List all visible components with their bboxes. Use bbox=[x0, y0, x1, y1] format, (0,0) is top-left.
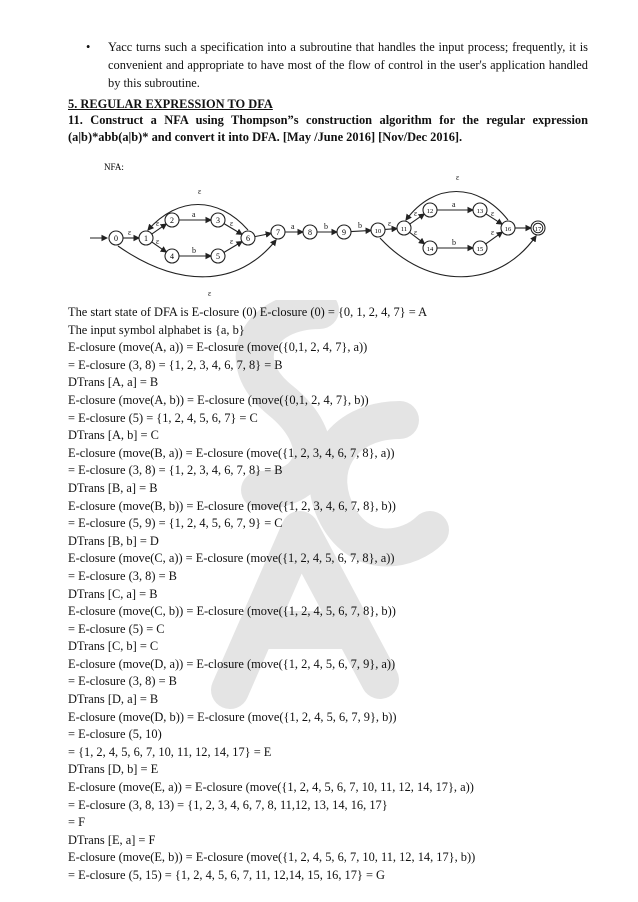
page-content bbox=[68, 38, 588, 885]
transition-label: b bbox=[452, 238, 456, 247]
nfa-state bbox=[303, 225, 317, 239]
transition-label: ε bbox=[388, 219, 392, 228]
nfa-state bbox=[271, 225, 285, 239]
transition-label: ε bbox=[198, 187, 202, 196]
derivation-line: DTrans [D, b] = E bbox=[68, 762, 159, 777]
derivation-line: E-closure (move(A, a)) = E-closure (move({0,1, 2, 4, 7}, a)) bbox=[68, 340, 368, 355]
dfa-derivation bbox=[68, 304, 588, 885]
bullet-text: Yacc turns such a specification into a subroutine that handles the input process; frequently, it is convenient and appropriate to have most of the flow of control in the user's application handled by this subroutine. bbox=[108, 40, 588, 90]
nfa-state bbox=[371, 223, 385, 237]
derivation-line: E-closure (move(D, a)) = E-closure (move({1, 2, 4, 5, 6, 7, 9}, a)) bbox=[68, 656, 396, 671]
question-text: 11. Construct a NFA using Thompson”s construction algorithm for the regular expression (a|b)*abb(a|b)* and convert it into DFA. [May /June 2016] [Nov/Dec 2016]. bbox=[68, 113, 588, 144]
derivation-line: DTrans [B, b] = D bbox=[68, 533, 159, 548]
state-number: 0 bbox=[114, 234, 118, 243]
derivation-line: The start state of DFA is E-closure (0) E-closure (0) = {0, 1, 2, 4, 7} = A bbox=[68, 305, 428, 319]
derivation-line: = E-closure (3, 8) = {1, 2, 3, 4, 6, 7, 8} = B bbox=[68, 357, 283, 372]
nfa-state bbox=[211, 249, 225, 263]
derivation-line: E-closure (move(E, a)) = E-closure (move({1, 2, 4, 5, 6, 7, 10, 11, 12, 14, 17}, a)) bbox=[68, 780, 474, 795]
transition-label: ε bbox=[456, 173, 460, 182]
transition-label: a bbox=[452, 200, 456, 209]
nfa-transition bbox=[351, 230, 371, 231]
derivation-line: = E-closure (3, 8) = B bbox=[68, 674, 177, 689]
derivation-line: = E-closure (5) = C bbox=[68, 621, 165, 636]
nfa-state bbox=[501, 221, 515, 235]
state-number: 3 bbox=[216, 216, 220, 225]
state-number: 1 bbox=[144, 234, 148, 243]
derivation-line: E-closure (move(C, b)) = E-closure (move({1, 2, 4, 5, 6, 7, 8}, b)) bbox=[68, 604, 396, 619]
nfa-state bbox=[531, 221, 545, 235]
derivation-line: = E-closure (5) = {1, 2, 4, 5, 6, 7} = C bbox=[68, 410, 258, 425]
nfa-state bbox=[473, 241, 487, 255]
derivation-line: DTrans [C, b] = C bbox=[68, 639, 159, 654]
derivation-line: E-closure (move(D, b)) = E-closure (move({1, 2, 4, 5, 6, 7, 9}, b)) bbox=[68, 709, 397, 724]
state-number: 2 bbox=[170, 216, 174, 225]
state-number: 4 bbox=[170, 252, 174, 261]
transition-label: ε bbox=[208, 289, 212, 298]
transition-label: ε bbox=[414, 209, 418, 218]
transition-label: b bbox=[358, 221, 362, 230]
transition-label: ε bbox=[491, 228, 495, 237]
nfa-title: NFA: bbox=[104, 162, 124, 172]
derivation-line: E-closure (move(E, b)) = E-closure (move({1, 2, 4, 5, 6, 7, 10, 11, 12, 14, 17}, b)) bbox=[68, 850, 476, 865]
nfa-state bbox=[165, 249, 179, 263]
derivation-line: = {1, 2, 4, 5, 6, 7, 10, 11, 12, 14, 17} = E bbox=[68, 744, 272, 759]
state-number: 15 bbox=[476, 246, 484, 253]
derivation-line: DTrans [B, a] = B bbox=[68, 480, 158, 495]
section-heading: 5. REGULAR EXPRESSION TO DFA bbox=[68, 97, 273, 111]
nfa-state bbox=[139, 231, 153, 245]
transition-label: ε bbox=[491, 209, 495, 218]
transition-label: ε bbox=[156, 237, 160, 246]
derivation-line: DTrans [C, a] = B bbox=[68, 586, 158, 601]
derivation-line: DTrans [D, a] = B bbox=[68, 692, 159, 707]
nfa-transition bbox=[385, 229, 397, 230]
derivation-line: The input symbol alphabet is {a, b} bbox=[68, 322, 245, 337]
nfa-state bbox=[109, 231, 123, 245]
derivation-line: = E-closure (5, 10) bbox=[68, 727, 162, 742]
transition-label: ε bbox=[128, 228, 132, 237]
state-number: 14 bbox=[426, 246, 434, 253]
nfa-diagram bbox=[68, 160, 588, 302]
transition-label: ε bbox=[230, 219, 234, 228]
derivation-line: DTrans [A, a] = B bbox=[68, 375, 159, 390]
nfa-state bbox=[165, 213, 179, 227]
nfa-state bbox=[423, 203, 437, 217]
derivation-line: E-closure (move(B, b)) = E-closure (move({1, 2, 3, 4, 6, 7, 8}, b)) bbox=[68, 498, 396, 513]
bullet-item bbox=[86, 38, 588, 92]
state-number: 8 bbox=[308, 228, 312, 237]
derivation-line: = E-closure (3, 8) = {1, 2, 3, 4, 6, 7, 8} = B bbox=[68, 463, 283, 478]
bullet-icon: • bbox=[86, 40, 91, 54]
transition-label: ε bbox=[230, 237, 234, 246]
state-number: 12 bbox=[426, 208, 434, 215]
transition-label: ε bbox=[414, 228, 418, 237]
transition-label: b bbox=[324, 222, 328, 231]
transition-label: a bbox=[291, 222, 295, 231]
derivation-line: DTrans [A, b] = C bbox=[68, 428, 159, 443]
derivation-line: E-closure (move(A, b)) = E-closure (move({0,1, 2, 4, 7}, b)) bbox=[68, 392, 369, 407]
state-number: 17 bbox=[534, 226, 542, 233]
state-number: 9 bbox=[342, 228, 346, 237]
nfa-state bbox=[211, 213, 225, 227]
nfa-state bbox=[423, 241, 437, 255]
state-number: 5 bbox=[216, 252, 220, 261]
derivation-line: E-closure (move(B, a)) = E-closure (move({1, 2, 3, 4, 6, 7, 8}, a)) bbox=[68, 445, 395, 460]
state-number: 10 bbox=[374, 228, 382, 235]
nfa-transition bbox=[255, 233, 271, 236]
nfa-state bbox=[337, 225, 351, 239]
derivation-line: E-closure (move(C, a)) = E-closure (move({1, 2, 4, 5, 6, 7, 8}, a)) bbox=[68, 551, 395, 566]
nfa-state bbox=[397, 221, 411, 235]
derivation-line: = E-closure (3, 8, 13) = {1, 2, 3, 4, 6, 7, 8, 11,12, 13, 14, 16, 17} bbox=[68, 797, 388, 812]
state-number: 7 bbox=[276, 228, 280, 237]
state-number: 11 bbox=[400, 226, 408, 233]
state-number: 6 bbox=[246, 234, 250, 243]
derivation-line: = E-closure (5, 15) = {1, 2, 4, 5, 6, 7, 11, 12,14, 15, 16, 17} = G bbox=[68, 868, 386, 882]
nfa-transition bbox=[380, 236, 536, 277]
derivation-line: DTrans [E, a] = F bbox=[68, 832, 156, 847]
nfa-transition bbox=[118, 240, 276, 277]
transition-label: a bbox=[192, 210, 196, 219]
state-number: 16 bbox=[504, 226, 512, 233]
transition-label: ε bbox=[156, 219, 160, 228]
derivation-line: = E-closure (3, 8) = B bbox=[68, 568, 177, 583]
transition-label: b bbox=[192, 246, 196, 255]
nfa-state bbox=[241, 231, 255, 245]
derivation-line: = E-closure (5, 9) = {1, 2, 4, 5, 6, 7, 9} = C bbox=[68, 516, 283, 531]
nfa-svg bbox=[88, 160, 548, 300]
nfa-state bbox=[473, 203, 487, 217]
derivation-line: = F bbox=[68, 815, 85, 830]
state-number: 13 bbox=[476, 208, 484, 215]
